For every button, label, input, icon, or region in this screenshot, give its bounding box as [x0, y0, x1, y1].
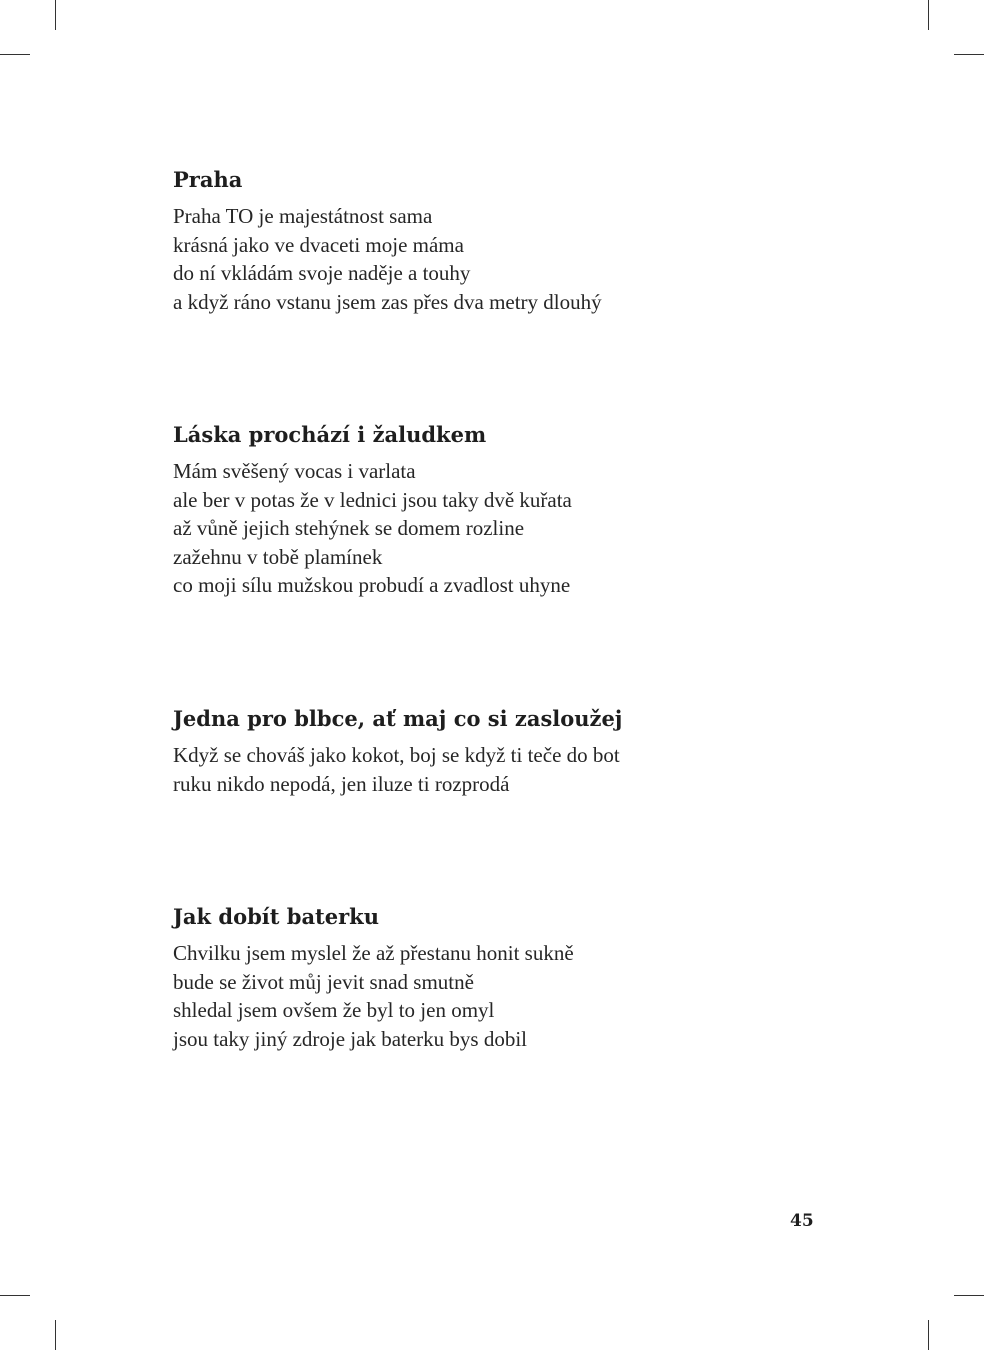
- crop-mark-top-left-horizontal: [0, 54, 30, 55]
- poem-title: Praha: [173, 167, 243, 192]
- poem-title: Láska prochází i žaludkem: [173, 422, 487, 447]
- poem-line: ale ber v potas že v lednici jsou taky dvě kuřata: [173, 487, 572, 512]
- page-number: 45: [790, 1211, 814, 1231]
- poem-line: shledal jsem ovšem že byl to jen omyl: [173, 998, 495, 1022]
- poem-praha: [173, 166, 793, 316]
- crop-mark-bottom-right-horizontal: [954, 1295, 984, 1296]
- poem-line: Když se chováš jako kokot, boj se když ti teče do bot: [173, 743, 620, 767]
- poem-line: co moji sílu mužskou probudí a zvadlost uhyne: [173, 573, 571, 597]
- crop-mark-top-left-vertical: [55, 0, 56, 30]
- crop-mark-bottom-right-vertical: [928, 1320, 929, 1350]
- poem-line: ruku nikdo nepodá, jen iluze ti rozprodá: [173, 771, 510, 796]
- poem-line: Chvilku jsem myslel že až přestanu honit sukně: [173, 941, 574, 965]
- crop-mark-top-right-horizontal: [954, 54, 984, 55]
- poem-line: Praha TO je majestátnost sama: [173, 204, 433, 228]
- poem-line: zažehnu v tobě plamínek: [173, 544, 383, 569]
- poem-line: a když ráno vstanu jsem zas přes dva metry dlouhý: [173, 289, 602, 314]
- poem-title: Jedna pro blbce, ať maj co si zasloužej: [173, 706, 623, 731]
- poem-line: bude se život můj jevit snad smutně: [173, 969, 474, 994]
- crop-mark-top-right-vertical: [928, 0, 929, 30]
- poem-line: krásná jako ve dvaceti moje máma: [173, 232, 464, 257]
- poem-line: jsou taky jiný zdroje jak baterku bys dobil: [173, 1026, 528, 1051]
- poem-line: do ní vkládám svoje naděje a touhy: [173, 261, 471, 285]
- poem-jedna-pro-blbce: [173, 705, 793, 798]
- poem-title: Jak dobít baterku: [173, 904, 380, 929]
- poem-line: až vůně jejich stehýnek se domem rozline: [173, 516, 525, 540]
- crop-mark-bottom-left-vertical: [55, 1320, 56, 1350]
- poem-jak-dobit-baterku: [173, 903, 793, 1053]
- crop-mark-bottom-left-horizontal: [0, 1295, 30, 1296]
- poem-line: Mám svěšený vocas i varlata: [173, 459, 416, 483]
- poem-laska-prochazi-i-zaludkem: [173, 421, 793, 600]
